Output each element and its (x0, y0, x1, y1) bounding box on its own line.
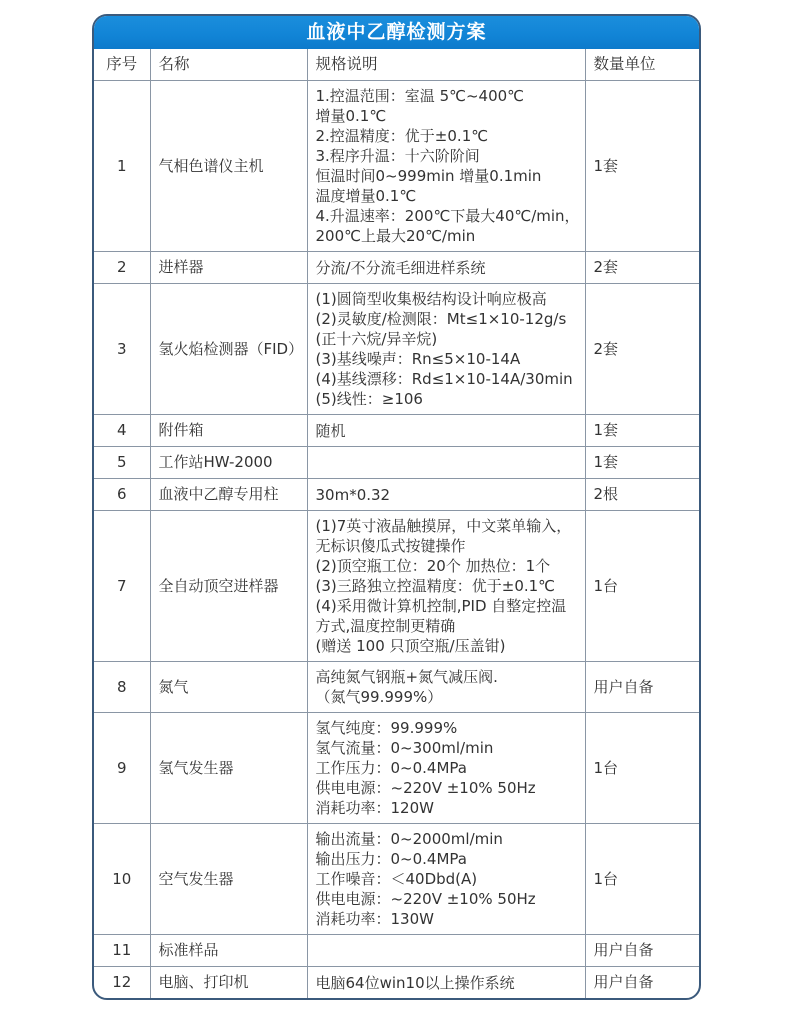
spec-line: 无标识傻瓜式按键操作 (315, 537, 466, 555)
cell-serial-number: 4 (94, 415, 150, 447)
cell-item-name: 标准样品 (150, 935, 307, 967)
column-header-spec: 规格说明 (307, 49, 585, 81)
cell-serial-number: 3 (94, 284, 150, 415)
spec-line: (5)线性：≥106 (315, 390, 423, 408)
cell-item-name: 气相色谱仪主机 (150, 81, 307, 252)
cell-specification (307, 662, 585, 713)
spec-line: （氮气99.999%） (315, 688, 443, 706)
cell-item-name: 进样器 (150, 252, 307, 284)
table-row (94, 824, 699, 935)
spec-line: 随机 (315, 421, 346, 440)
spec-line: 工作压力：0~0.4MPa (315, 759, 467, 777)
cell-item-name: 电脑、打印机 (150, 967, 307, 999)
spec-line: (1)7英寸液晶触摸屏，中文菜单输入， (315, 517, 572, 535)
cell-specification (307, 252, 585, 284)
cell-quantity-unit: 1台 (585, 824, 699, 935)
spec-line: 30m*0.32 (315, 485, 391, 504)
table-row (94, 511, 699, 662)
cell-item-name: 氮气 (150, 662, 307, 713)
cell-serial-number: 10 (94, 824, 150, 935)
table-row (94, 415, 699, 447)
table-row (94, 81, 699, 252)
spec-line: (3)基线噪声：Rn≤5×10-14A (315, 350, 521, 368)
cell-item-name: 氢火焰检测器（FID） (150, 284, 307, 415)
cell-specification (307, 284, 585, 415)
cell-specification (307, 415, 585, 447)
table-row (94, 967, 699, 999)
cell-specification (307, 81, 585, 252)
cell-quantity-unit: 1套 (585, 81, 699, 252)
column-header-name: 名称 (150, 49, 307, 81)
cell-serial-number: 7 (94, 511, 150, 662)
table-row (94, 713, 699, 824)
spec-line: (正十六烷/异辛烷) (315, 330, 438, 348)
cell-serial-number: 8 (94, 662, 150, 713)
cell-quantity-unit: 用户自备 (585, 935, 699, 967)
spec-table-card (92, 14, 701, 1000)
cell-item-name: 全自动顶空进样器 (150, 511, 307, 662)
cell-specification (307, 511, 585, 662)
spec-line: 恒温时间0~999min 增量0.1min (315, 167, 542, 185)
cell-item-name: 工作站HW-2000 (150, 447, 307, 479)
cell-serial-number: 9 (94, 713, 150, 824)
spec-line: 1.控温范围：室温 5℃~400℃ (315, 87, 525, 105)
spec-table (94, 49, 699, 998)
cell-specification (307, 479, 585, 511)
cell-specification (307, 447, 585, 479)
page-title: 血液中乙醇检测方案 (94, 16, 699, 49)
spec-line: 输出压力：0~0.4MPa (315, 850, 467, 868)
spec-line: 工作噪音：＜40Dbd(A) (315, 870, 478, 888)
spec-line: 4.升温速率：200℃下最大40℃/min， (315, 207, 580, 225)
cell-serial-number: 12 (94, 967, 150, 999)
cell-quantity-unit: 用户自备 (585, 967, 699, 999)
table-row (94, 935, 699, 967)
spec-line: 消耗功率：130W (315, 910, 434, 928)
cell-serial-number: 11 (94, 935, 150, 967)
spec-line: 消耗功率：120W (315, 799, 434, 817)
spec-line: 氢气纯度：99.999% (315, 719, 458, 737)
cell-quantity-unit: 2套 (585, 252, 699, 284)
cell-quantity-unit: 1套 (585, 415, 699, 447)
spec-line: 供电电源：~220V ±10% 50Hz (315, 779, 536, 797)
spec-line: 方式,温度控制更精确 (315, 617, 456, 635)
spec-line: 2.控温精度：优于±0.1℃ (315, 127, 489, 145)
spec-line: 200℃上最大20℃/min (315, 227, 476, 245)
cell-serial-number: 1 (94, 81, 150, 252)
cell-specification (307, 967, 585, 999)
spec-line: 氢气流量：0~300ml/min (315, 739, 494, 757)
spec-line: (2)顶空瓶工位：20个 加热位：1个 (315, 557, 551, 575)
cell-quantity-unit: 2根 (585, 479, 699, 511)
table-body (94, 81, 699, 999)
column-header-no: 序号 (94, 49, 150, 81)
cell-item-name: 氢气发生器 (150, 713, 307, 824)
spec-line: (4)采用微计算机控制,PID 自整定控温 (315, 597, 567, 615)
table-row (94, 284, 699, 415)
table-row (94, 252, 699, 284)
cell-specification (307, 824, 585, 935)
cell-quantity-unit: 1台 (585, 511, 699, 662)
spec-line: 高纯氮气钢瓶+氮气减压阀. (315, 668, 498, 686)
spec-line: 输出流量：0~2000ml/min (315, 830, 503, 848)
spec-line: 3.程序升温：十六阶阶间 (315, 147, 480, 165)
cell-item-name: 附件箱 (150, 415, 307, 447)
cell-serial-number: 6 (94, 479, 150, 511)
spec-line: (3)三路独立控温精度：优于±0.1℃ (315, 577, 556, 595)
column-header-qty: 数量单位 (585, 49, 699, 81)
spec-line: 增量0.1℃ (315, 107, 387, 125)
spec-line: 分流/不分流毛细进样系统 (315, 258, 486, 277)
cell-specification (307, 713, 585, 824)
cell-quantity-unit: 1台 (585, 713, 699, 824)
cell-serial-number: 2 (94, 252, 150, 284)
spec-line: 温度增量0.1℃ (315, 187, 417, 205)
cell-specification (307, 935, 585, 967)
table-row (94, 479, 699, 511)
spec-line: (2)灵敏度/检测限：Mt≤1×10-12g/s (315, 310, 567, 328)
spec-line: 供电电源：~220V ±10% 50Hz (315, 890, 536, 908)
spec-line: (赠送 100 只顶空瓶/压盖钳) (315, 637, 506, 655)
header-row (94, 49, 699, 81)
cell-item-name: 血液中乙醇专用柱 (150, 479, 307, 511)
spec-line: 电脑64位win10以上操作系统 (315, 973, 515, 992)
spec-line: (4)基线漂移：Rd≤1×10-14A/30min (315, 370, 573, 388)
cell-quantity-unit: 1套 (585, 447, 699, 479)
cell-serial-number: 5 (94, 447, 150, 479)
spec-line: (1)圆筒型收集极结构设计响应极高 (315, 290, 547, 308)
cell-quantity-unit: 2套 (585, 284, 699, 415)
table-row (94, 662, 699, 713)
table-row (94, 447, 699, 479)
cell-item-name: 空气发生器 (150, 824, 307, 935)
cell-quantity-unit: 用户自备 (585, 662, 699, 713)
